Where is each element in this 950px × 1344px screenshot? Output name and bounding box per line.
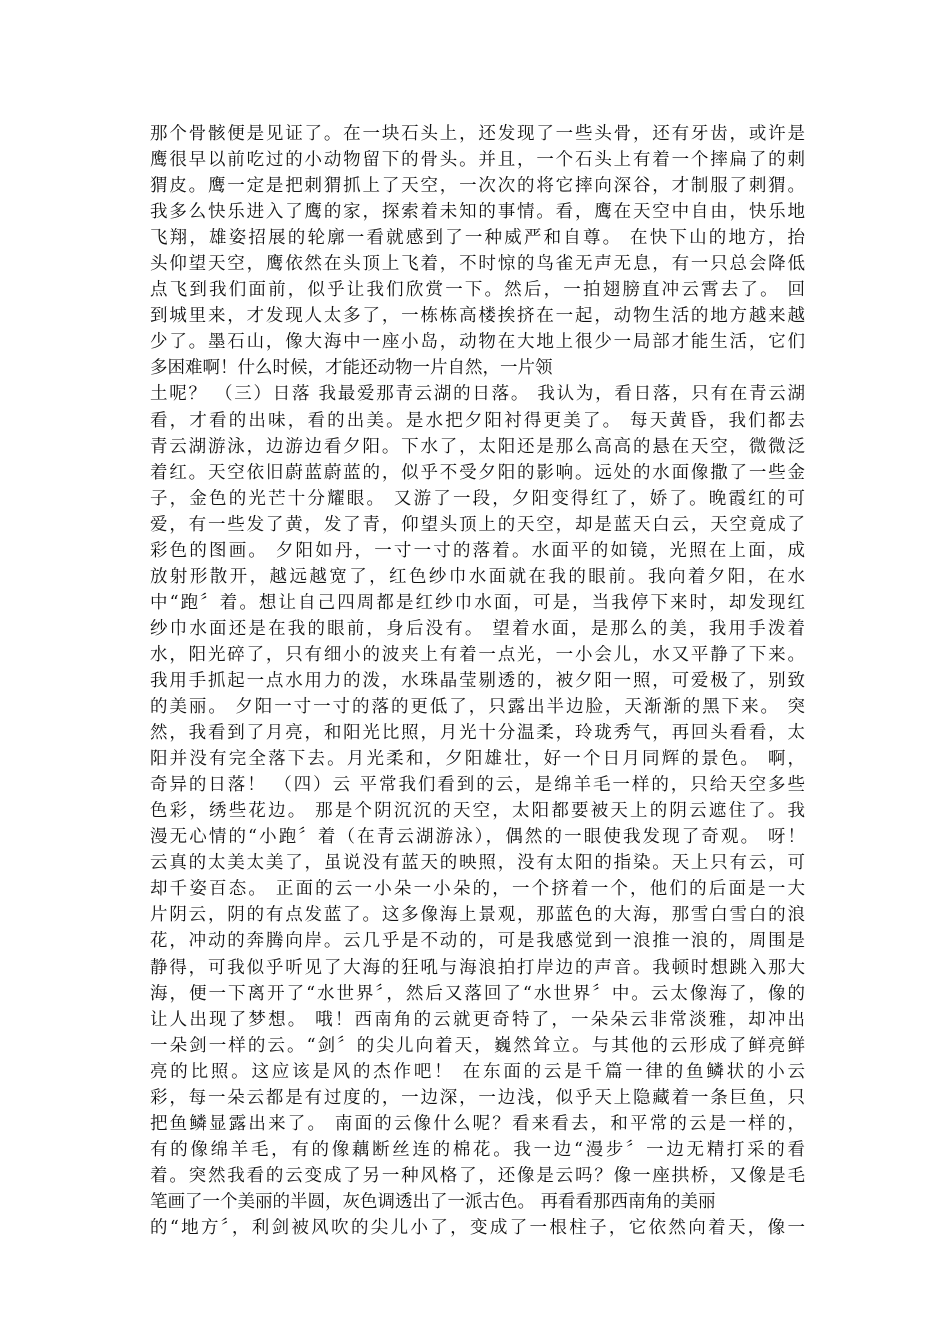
text-line: 却千姿百态。 正面的云一小朵一小朵的，一个挤着一个，他们的后面是一大 xyxy=(150,879,805,900)
text-line: 让人出现了梦想。 哦！西南角的云就更奇特了，一朵朵云非常淡雅，却冲出 xyxy=(150,1009,805,1030)
text-line: 一朵剑一样的云。“剑〞的尖儿向着天，巍然耸立。与其他的云形成了鲜亮鲜 xyxy=(150,1035,805,1056)
text-line: 奇异的日落！ （四）云 平常我们看到的云，是绵羊毛一样的，只给天空多些 xyxy=(150,775,805,796)
text-line: 我多么快乐进入了鹰的家，探索着未知的事情。看，鹰在天空中自由，快乐地 xyxy=(150,202,805,223)
text-line: 的“地方〞，利剑被风吹的尖儿小了，变成了一根柱子，它依然向着天，像一 xyxy=(150,1217,805,1238)
text-line: 子，金色的光芒十分耀眼。 又游了一段，夕阳变得红了，娇了。晚霞红的可 xyxy=(150,488,805,509)
text-line: 看，才看的出味，看的出美。是水把夕阳衬得更美了。 每天黄昏，我们都去 xyxy=(150,410,805,431)
text-line: 漫无心情的“小跑〞着（在青云湖游泳），偶然的一眼使我发现了奇观。 呀！ xyxy=(150,827,805,848)
text-line: 的美丽。 夕阳一寸一寸的落的更低了，只露出半边脸，天渐渐的黑下来。 突 xyxy=(150,697,805,718)
text-line: 头仰望天空，鹰依然在头顶上飞着，不时惊的鸟雀无声无息，有一只总会降低 xyxy=(150,254,805,275)
text-line: 云真的太美太美了，虽说没有蓝天的映照，没有太阳的指染。天上只有云，可 xyxy=(150,853,805,874)
text-line: 亮的比照。这应该是风的杰作吧！ 在东面的云是千篇一律的鱼鳞状的小云 xyxy=(150,1061,805,1082)
text-line: 阳并没有完全落下去。月光柔和，夕阳雄壮，好一个日月同辉的景色。 啊， xyxy=(150,749,805,770)
text-line: 静得，可我似乎听见了大海的狂吼与海浪拍打岸边的声音。我顿时想跳入那大 xyxy=(150,957,805,978)
text-line: 鹰很早以前吃过的小动物留下的骨头。并且，一个石头上有着一个摔扁了的刺 xyxy=(150,150,805,171)
text-line: 那个骨骸便是见证了。在一块石头上，还发现了一些头骨，还有牙齿，或许是 xyxy=(150,124,805,144)
text-line: 花，冲动的奔腾向岸。云几乎是不动的，可是我感觉到一浪推一浪的，周围是 xyxy=(150,931,805,952)
text-line: 纱巾水面还是在我的眼前，身后没有。 望着水面，是那么的美，我用手泼着 xyxy=(150,618,805,639)
text-line: 放射形散开，越远越宽了，红色纱巾水面就在我的眼前。我向着夕阳，在水 xyxy=(150,566,805,587)
text-line: 青云湖游泳，边游边看夕阳。下水了，太阳还是那么高高的悬在天空，微微泛 xyxy=(150,436,805,457)
text-line: 笔画了一个美丽的半圆，灰色调透出了一派古色。 再看看那西南角的美丽 xyxy=(150,1191,716,1212)
text-line: 爱，有一些发了黄，发了青，仰望头顶上的天空，却是蓝天白云，天空竟成了 xyxy=(150,514,805,535)
text-line: 水，阳光碎了，只有细小的波夹上有着一点光，一小会儿，水又平静了下来。 xyxy=(150,644,805,665)
text-line: 片阴云，阴的有点发蓝了。这多像海上景观，那蓝色的大海，那雪白雪白的浪 xyxy=(150,905,805,926)
text-line: 猬皮。鹰一定是把刺猬抓上了天空，一次次的将它摔向深谷，才制服了刺猬。 xyxy=(150,176,805,197)
text-line: 着。突然我看的云变成了另一种风格了，还像是云吗？像一座拱桥，又像是毛 xyxy=(150,1165,805,1186)
text-line: 着红。天空依旧蔚蓝蔚蓝的，似乎不受夕阳的影响。远处的水面像撒了一些金 xyxy=(150,462,805,483)
text-line: 有的像绵羊毛，有的像藕断丝连的棉花。我一边“漫步〞一边无精打采的看 xyxy=(150,1139,805,1160)
text-line: 海，便一下离开了“水世界〞，然后又落回了“水世界〞中。云太像海了，像的 xyxy=(150,983,805,1004)
text-line: 点飞到我们面前，似乎让我们欣赏一下。然后，一拍翅膀直冲云霄去了。 回 xyxy=(150,280,805,301)
text-line: 然，我看到了月亮，和阳光比照，月光十分温柔，玲珑秀气，再回头看看，太 xyxy=(150,723,805,744)
text-line: 到城里来，才发现人太多了，一栋栋高楼挨挤在一起，动物生活的地方越来越 xyxy=(150,306,805,327)
text-line: 中“跑〞着。想让自己四周都是红纱巾水面，可是，当我停下来时，却发现红 xyxy=(150,592,805,613)
text-line: 土呢？ （三）日落 我最爱那青云湖的日落。 我认为，看日落，只有在青云湖 xyxy=(150,384,805,405)
text-line: 多困难啊！什么时候，才能还动物一片自然，一片领 xyxy=(150,358,553,379)
text-line: 彩，每一朵云都是有过度的，一边深，一边浅，似乎天上隐藏着一条巨鱼，只 xyxy=(150,1087,805,1108)
document-body xyxy=(150,121,805,1241)
text-line: 我用手抓起一点水用力的泼，水珠晶莹剔透的，被夕阳一照，可爱极了，别致 xyxy=(150,670,805,691)
text-line: 少了。墨石山，像大海中一座小岛，动物在大地上很少一局部才能生活，它们 xyxy=(150,332,805,353)
text-line: 飞翔，雄姿招展的轮廓一看就感到了一种威严和自尊。 在快下山的地方，抬 xyxy=(150,228,805,249)
text-line: 把鱼鳞显露出来了。 南面的云像什么呢？看来看去，和平常的云是一样的， xyxy=(150,1113,805,1134)
text-line: 色彩，绣些花边。 那是个阴沉沉的天空，太阳都要被天上的阴云遮住了。我 xyxy=(150,801,805,822)
text-line: 彩色的图画。 夕阳如丹，一寸一寸的落着。水面平的如镜，光照在上面，成 xyxy=(150,540,805,561)
